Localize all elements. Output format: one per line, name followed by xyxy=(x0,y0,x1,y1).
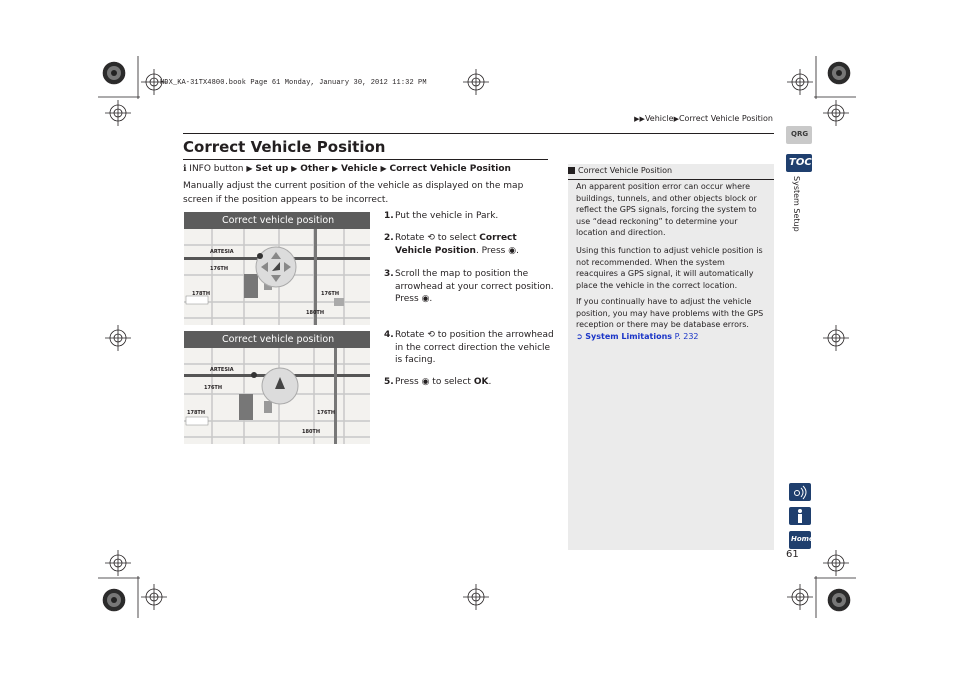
step-text: Rotate ⟲ to position the arrowhead in the correct direction the vehicle is facing. xyxy=(395,330,554,365)
map-header-title: Correct vehicle position xyxy=(222,215,335,226)
home-icon: Home xyxy=(791,535,814,543)
info-button-icon: ℹ xyxy=(183,164,187,174)
sidebar-note xyxy=(568,164,774,550)
map-header-title: Correct vehicle position xyxy=(222,334,335,345)
index-button[interactable] xyxy=(789,507,811,525)
breadcrumb-current: Correct Vehicle Position xyxy=(678,114,773,123)
map-street-label: 176TH xyxy=(210,266,229,272)
step-number: 1. xyxy=(384,211,394,221)
menu-path-step: Correct Vehicle Position xyxy=(389,164,511,174)
step-text: Scroll the map to position the arrowhead at your correct position. Press ◉. xyxy=(395,269,554,304)
menu-path-step: Vehicle xyxy=(341,164,378,174)
arrow-icon: ▶ xyxy=(380,164,387,173)
interface-dial-press-icon: ◉ xyxy=(508,245,517,256)
header-rule xyxy=(183,133,774,134)
map-street-label: 180TH xyxy=(306,310,325,316)
step-text: Rotate ⟲ to select Correct Vehicle Position. Press ◉. xyxy=(395,233,519,256)
system-limitations-page[interactable]: P. 232 xyxy=(674,332,699,341)
map-screenshot xyxy=(184,331,370,444)
map-street-label: ARTESIA xyxy=(210,249,234,255)
interface-dial-press-icon: ◉ xyxy=(421,377,430,387)
sidebar-header xyxy=(568,164,774,180)
tab-toc-label: TOC xyxy=(789,157,812,168)
tab-toc[interactable] xyxy=(786,154,812,172)
sidebar-paragraph: If you continually have to adjust the vehicle position, you may have problems with the GPS reception or there may be database errors. xyxy=(576,297,764,330)
home-button[interactable] xyxy=(789,531,814,549)
map-street-label: 176TH xyxy=(317,410,336,416)
map-street-label: ARTESIA xyxy=(210,367,234,373)
interface-dial-rotate-icon: ⟲ xyxy=(427,330,435,340)
sidebar-paragraph: An apparent position error can occur where buildings, tunnels, and other objects block or reflect the GPS signals, forcing the system to use “dead reckoning” to determine your location and direction. xyxy=(576,182,757,238)
breadcrumb-arrow-icon: ▶▶ xyxy=(634,115,645,123)
menu-path-start: INFO button xyxy=(189,164,244,174)
step-text: Press ◉ to select OK. xyxy=(395,377,492,387)
sidebar-header-title: Correct Vehicle Position xyxy=(578,166,673,175)
breadcrumb-parent[interactable]: Vehicle xyxy=(644,114,674,123)
tab-qrg[interactable] xyxy=(786,126,812,144)
arrow-icon: ▶ xyxy=(246,164,253,173)
map-street-label: 176TH xyxy=(204,385,223,391)
breadcrumb-arrow-icon: ▶ xyxy=(673,115,679,123)
tab-qrg-label: QRG xyxy=(791,130,809,138)
map-street-label: 178TH xyxy=(187,410,206,416)
sidebar-link-row xyxy=(576,331,766,343)
info-icon xyxy=(789,507,811,525)
section-label: System Setup xyxy=(792,176,801,232)
step-text: Put the vehicle in Park. xyxy=(395,211,499,221)
link-arrow-icon: ➲ xyxy=(576,332,583,341)
step-number: 3. xyxy=(384,269,394,279)
file-info-line: HDX_KA-31TX4800.book Page 61 Monday, January 30, 2012 11:32 PM xyxy=(160,79,427,87)
title-rule xyxy=(183,159,548,160)
note-marker-icon xyxy=(568,167,575,174)
map-street-label: 180TH xyxy=(302,429,321,435)
system-limitations-link[interactable]: System Limitations xyxy=(585,332,673,341)
step-number: 5. xyxy=(384,377,394,387)
interface-dial-rotate-icon: ⟲ xyxy=(427,233,435,243)
breadcrumb xyxy=(634,114,773,123)
menu-path xyxy=(183,164,511,174)
page-number: 61 xyxy=(786,549,799,560)
arrow-icon: ▶ xyxy=(331,164,339,173)
menu-path-step: Set up xyxy=(255,164,289,174)
voice-icon xyxy=(789,483,811,501)
arrow-icon: ▶ xyxy=(291,164,298,173)
intro-text: Manually adjust the current position of the vehicle as displayed on the map screen if the position appears to be incorrect. xyxy=(183,181,524,205)
sidebar-paragraph: Using this function to adjust vehicle position is not recommended. When the system reacquires a GPS signal, it will automatically place the vehicle in the correct location. xyxy=(576,246,763,290)
map-street-label: 176TH xyxy=(321,291,340,297)
step-number: 2. xyxy=(384,233,394,243)
menu-path-step: Other xyxy=(300,164,330,174)
map-screenshot xyxy=(184,212,370,325)
map-street-label: 178TH xyxy=(192,291,211,297)
step-number: 4. xyxy=(384,330,394,340)
page-title: Correct Vehicle Position xyxy=(183,138,386,156)
voice-command-button[interactable] xyxy=(789,483,811,501)
interface-dial-press-icon: ◉ xyxy=(421,294,430,304)
